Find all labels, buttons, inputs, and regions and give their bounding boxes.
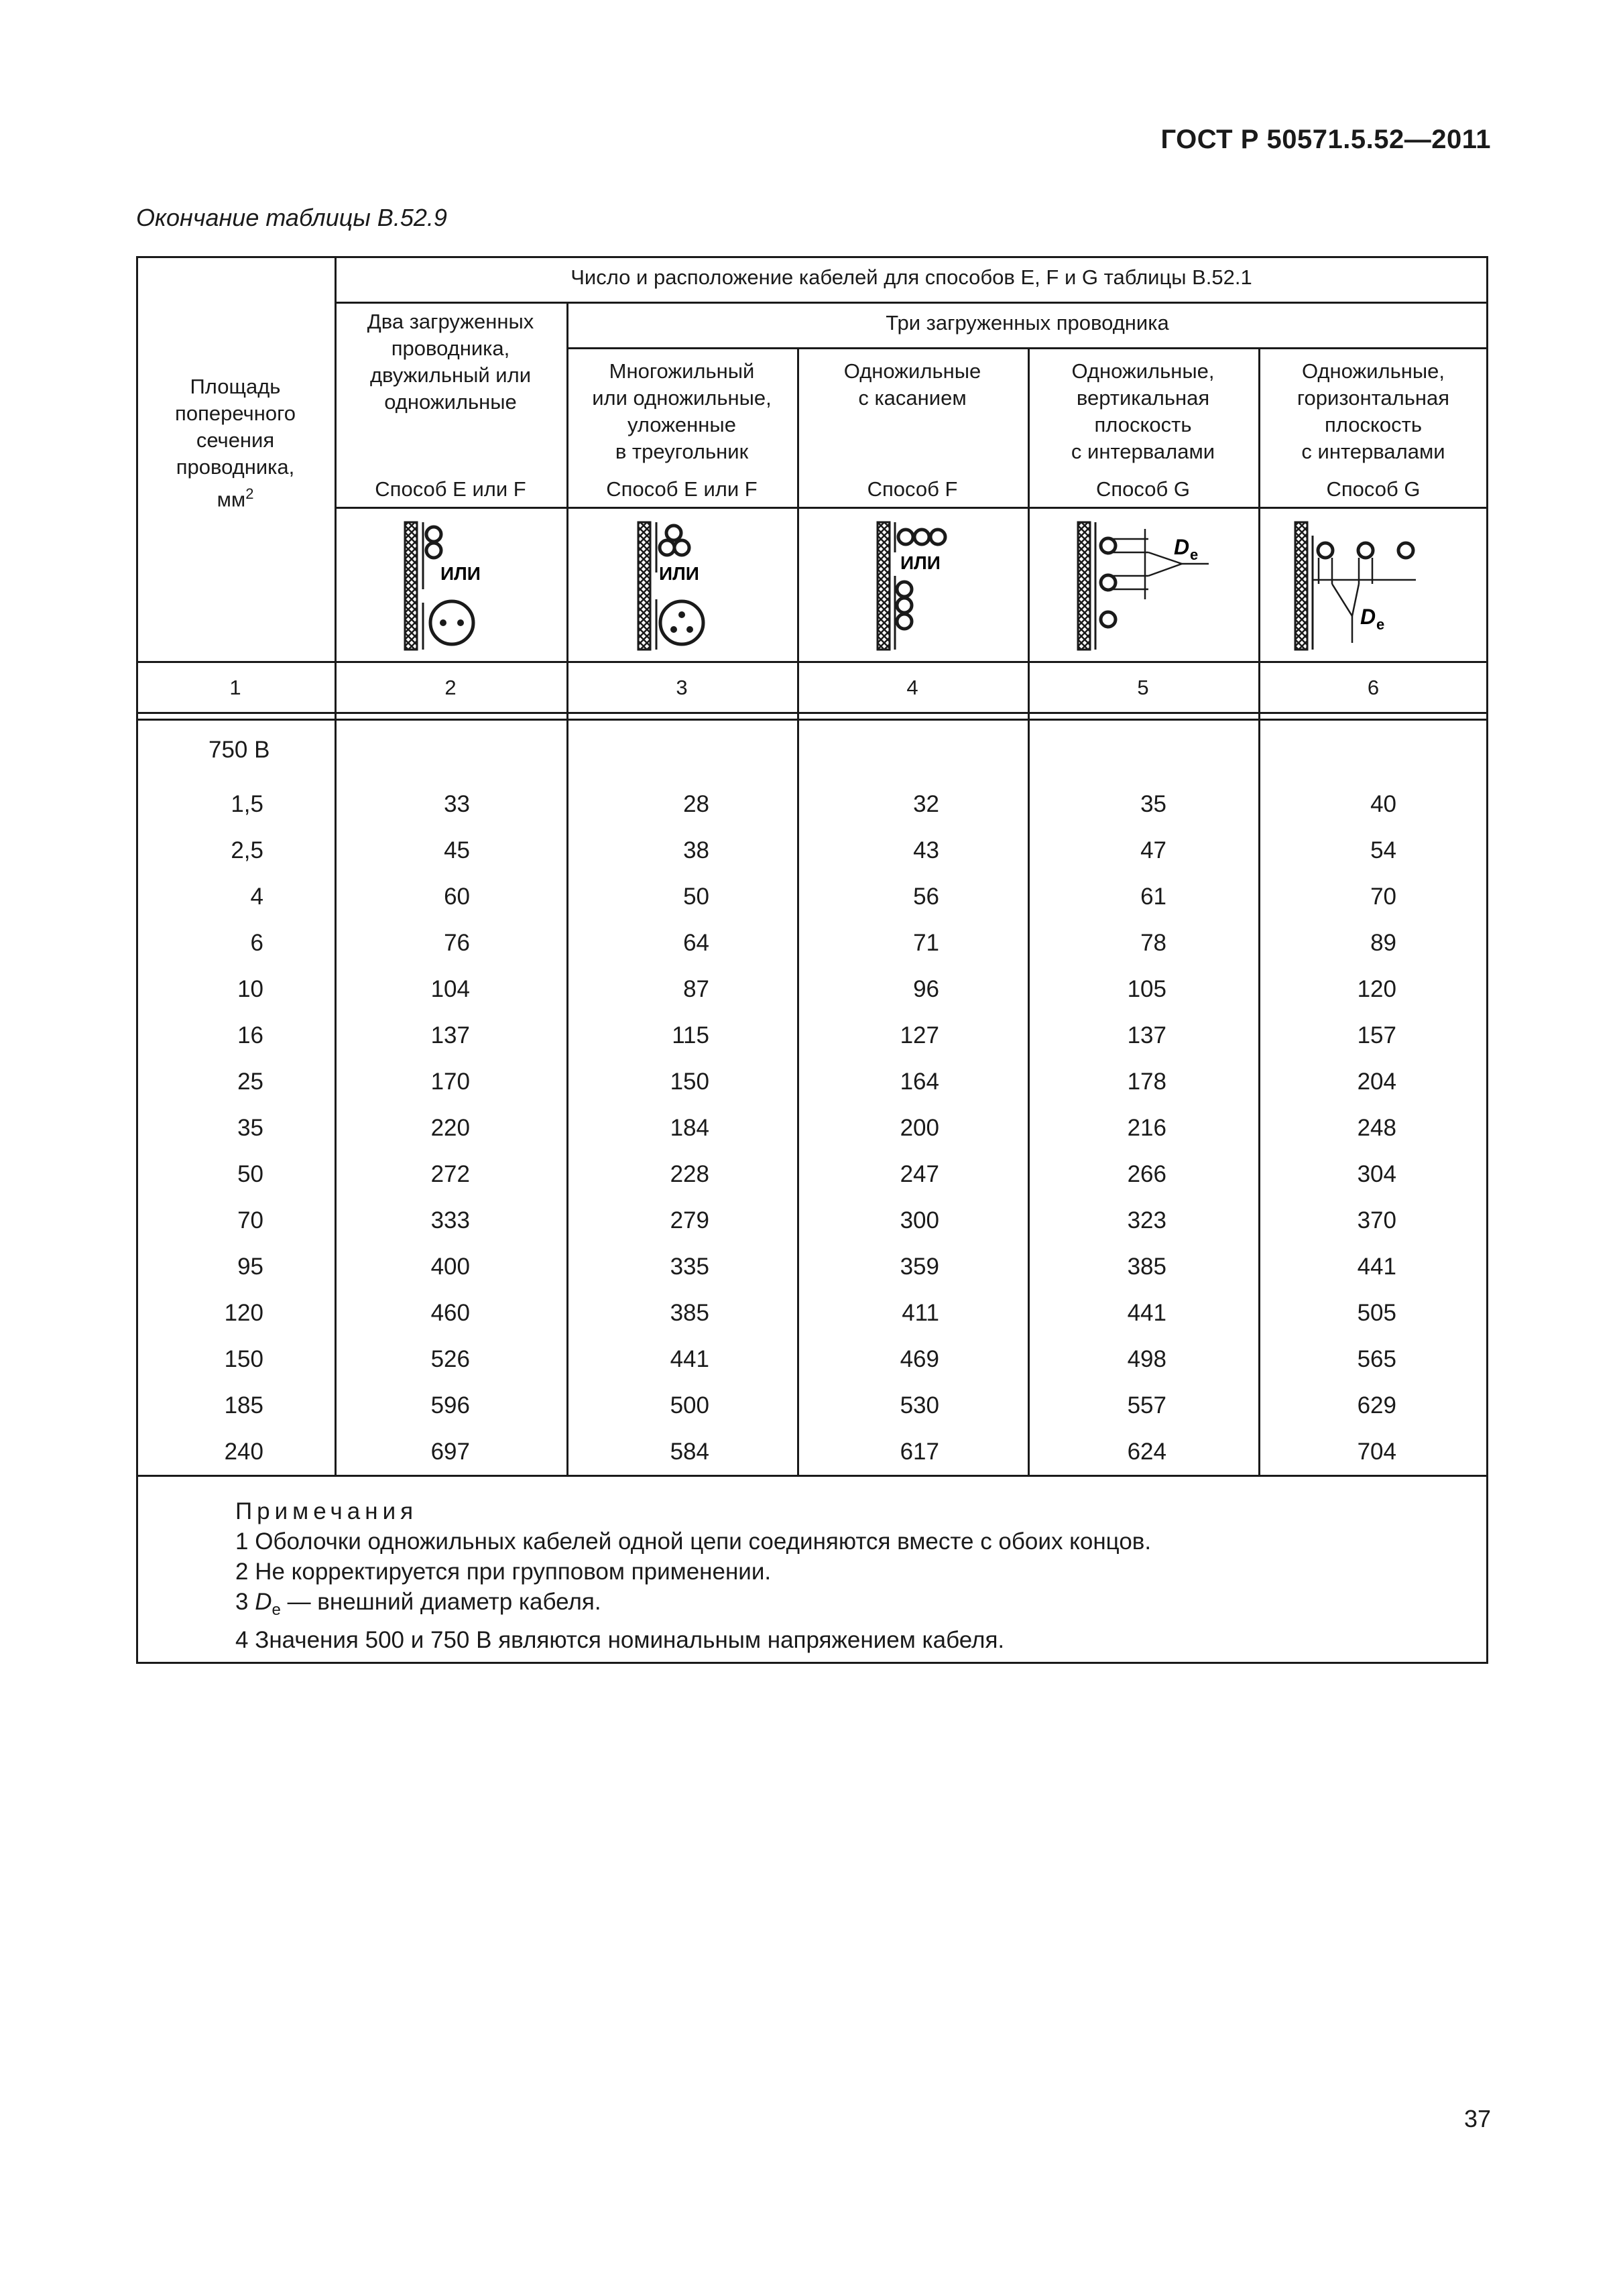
current-value-cell: 76 [444, 930, 470, 956]
current-value-cell: 96 [913, 976, 939, 1002]
cross-section-cell: 25 [237, 1069, 263, 1095]
table-row [136, 969, 1488, 1016]
cross-section-cell: 70 [237, 1207, 263, 1233]
current-value-cell: 469 [900, 1346, 939, 1372]
cross-section-cell: 6 [250, 930, 263, 956]
current-value-cell: 498 [1127, 1346, 1166, 1372]
current-value-cell: 584 [670, 1439, 709, 1465]
svg-text:D: D [1174, 535, 1190, 559]
current-value-cell: 71 [913, 930, 939, 956]
trefoil-layout-diagram [566, 509, 797, 661]
current-value-cell: 35 [1140, 791, 1166, 817]
svg-text:e: e [1190, 546, 1199, 563]
notes-title: Примечания [235, 1498, 418, 1524]
note-1: 1 Оболочки одножильных кабелей одной цепи соединяются вместе с обоих концов. [235, 1528, 1152, 1555]
table-row [136, 1386, 1488, 1432]
current-value-cell: 89 [1370, 930, 1396, 956]
col4-header: Одножильные с касанием Способ F [797, 358, 1028, 503]
notes-block [235, 1496, 1151, 1655]
current-value-cell: 56 [913, 884, 939, 910]
document-code: ГОСТ Р 50571.5.52—2011 [1160, 125, 1491, 154]
col4-method: Способ F [867, 477, 958, 501]
note-3: 3 $D_e$ — внешний диаметр кабеля. [235, 1589, 601, 1619]
current-value-cell: 441 [670, 1346, 709, 1372]
table-row [136, 1432, 1488, 1478]
current-value-cell: 50 [683, 884, 709, 910]
current-value-cell: 385 [670, 1300, 709, 1326]
current-value-cell: 200 [900, 1115, 939, 1141]
two-conductor-layout-diagram [335, 509, 566, 661]
horizontal-spaced-layout-diagram [1258, 509, 1488, 661]
current-value-cell: 33 [444, 791, 470, 817]
current-value-cell: 120 [1357, 976, 1396, 1002]
current-value-cell: 170 [430, 1069, 470, 1095]
col1-header: Площадь поперечного сечения проводника, $мм^2$ [136, 373, 335, 655]
current-value-cell: 441 [1357, 1254, 1396, 1280]
col6-method: Способ G [1326, 477, 1421, 501]
table-row [136, 1247, 1488, 1293]
current-rating-table [136, 256, 1488, 1664]
current-value-cell: 335 [670, 1254, 709, 1280]
current-value-cell: 137 [1127, 1022, 1166, 1048]
current-value-cell: 370 [1357, 1207, 1396, 1233]
col3-header: Многожильный или одножильные, уложенные в треугольник Способ E или F [566, 358, 797, 503]
table-row [136, 784, 1488, 831]
table-row [136, 1293, 1488, 1339]
unit-label: $мм^2$ [217, 485, 254, 511]
current-value-cell: 105 [1127, 976, 1166, 1002]
note-2: 2 Не корректируется при групповом применении. [235, 1559, 772, 1585]
col2-header: Два загруженных проводника, двужильный или одножильные Способ E или F [335, 308, 566, 503]
col2-method: Способ E или F [375, 477, 526, 501]
current-value-cell: 359 [900, 1254, 939, 1280]
current-value-cell: 247 [900, 1161, 939, 1187]
current-value-cell: 596 [430, 1392, 470, 1418]
current-value-cell: 323 [1127, 1207, 1166, 1233]
column-number: 3 [676, 676, 688, 699]
table-row [136, 1154, 1488, 1201]
current-value-cell: 127 [900, 1022, 939, 1048]
cross-section-cell: 120 [224, 1300, 263, 1326]
col6-header: Одножильные, горизонтальная плоскость с интервалами Способ G [1258, 358, 1488, 503]
table-row [136, 1108, 1488, 1154]
current-value-cell: 150 [670, 1069, 709, 1095]
current-value-cell: 272 [430, 1161, 470, 1187]
current-value-cell: 54 [1370, 837, 1396, 863]
current-value-cell: 385 [1127, 1254, 1166, 1280]
current-value-cell: 460 [430, 1300, 470, 1326]
col3-method: Способ E или F [606, 477, 758, 501]
current-value-cell: 184 [670, 1115, 709, 1141]
current-value-cell: 530 [900, 1392, 939, 1418]
col5-header: Одножильные, вертикальная плоскость с интервалами Способ G [1028, 358, 1258, 503]
current-value-cell: 629 [1357, 1392, 1396, 1418]
table-caption: Окончание таблицы B.52.9 [136, 204, 447, 231]
cross-section-cell: 10 [237, 976, 263, 1002]
current-value-cell: 45 [444, 837, 470, 863]
table-row [136, 1062, 1488, 1108]
column-number: 6 [1367, 676, 1380, 699]
cross-section-cell: 150 [224, 1346, 263, 1372]
cross-section-cell: 4 [250, 884, 263, 910]
current-value-cell: 216 [1127, 1115, 1166, 1141]
current-value-cell: 32 [913, 791, 939, 817]
current-value-cell: 617 [900, 1439, 939, 1465]
svg-text:ИЛИ: ИЛИ [659, 563, 699, 584]
current-value-cell: 557 [1127, 1392, 1166, 1418]
cross-section-cell: 50 [237, 1161, 263, 1187]
column-number-row [136, 676, 1488, 703]
table-row [136, 923, 1488, 969]
cross-section-cell: 35 [237, 1115, 263, 1141]
table-row [136, 1201, 1488, 1247]
current-value-cell: 500 [670, 1392, 709, 1418]
current-value-cell: 565 [1357, 1346, 1396, 1372]
current-value-cell: 304 [1357, 1161, 1396, 1187]
cross-section-cell: 16 [237, 1022, 263, 1048]
note-4: 4 Значения 500 и 750 В являются номинальным напряжением кабеля. [235, 1627, 1005, 1653]
current-value-cell: 300 [900, 1207, 939, 1233]
cross-section-cell: 185 [224, 1392, 263, 1418]
three-loaded-header: Три загруженных проводника [886, 311, 1169, 335]
current-value-cell: 411 [902, 1300, 939, 1326]
current-value-cell: 87 [683, 976, 709, 1002]
column-number: 1 [229, 676, 241, 699]
current-value-cell: 697 [430, 1439, 470, 1465]
current-value-cell: 70 [1370, 884, 1396, 910]
svg-text:D: D [1360, 605, 1376, 629]
current-value-cell: 43 [913, 837, 939, 863]
svg-text:ИЛИ: ИЛИ [440, 563, 481, 584]
current-value-cell: 400 [430, 1254, 470, 1280]
current-value-cell: 164 [900, 1069, 939, 1095]
cross-section-cell: 1,5 [231, 791, 263, 817]
column-number: 5 [1137, 676, 1149, 699]
current-value-cell: 104 [430, 976, 470, 1002]
current-value-cell: 624 [1127, 1439, 1166, 1465]
current-value-cell: 204 [1357, 1069, 1396, 1095]
vertical-spaced-layout-diagram [1028, 509, 1258, 661]
current-value-cell: 60 [444, 884, 470, 910]
current-value-cell: 115 [672, 1022, 709, 1048]
current-value-cell: 248 [1357, 1115, 1396, 1141]
current-value-cell: 64 [683, 930, 709, 956]
cross-section-cell: 240 [224, 1439, 263, 1465]
current-value-cell: 47 [1140, 837, 1166, 863]
current-value-cell: 178 [1127, 1069, 1166, 1095]
table-row [136, 1339, 1488, 1386]
column-number: 2 [444, 676, 457, 699]
current-value-cell: 40 [1370, 791, 1396, 817]
svg-text:ИЛИ: ИЛИ [900, 552, 941, 573]
current-value-cell: 78 [1140, 930, 1166, 956]
table-row [136, 1016, 1488, 1062]
svg-text:e: e [1376, 616, 1385, 633]
current-value-cell: 137 [430, 1022, 470, 1048]
current-value-cell: 333 [430, 1207, 470, 1233]
current-value-cell: 28 [683, 791, 709, 817]
current-value-cell: 505 [1357, 1300, 1396, 1326]
top-header: Число и расположение кабелей для способов E, F и G таблицы B.52.1 [570, 265, 1252, 289]
current-value-cell: 526 [430, 1346, 470, 1372]
cross-section-cell: 95 [237, 1254, 263, 1280]
current-value-cell: 266 [1127, 1161, 1166, 1187]
current-value-cell: 704 [1357, 1439, 1396, 1465]
page-number: 37 [1463, 2105, 1491, 2132]
cross-section-cell: 2,5 [231, 837, 263, 863]
current-value-cell: 38 [683, 837, 709, 863]
current-value-cell: 220 [430, 1115, 470, 1141]
touching-layout-diagram [797, 509, 1028, 661]
col5-method: Способ G [1096, 477, 1190, 501]
current-value-cell: 279 [670, 1207, 709, 1233]
current-value-cell: 441 [1127, 1300, 1166, 1326]
voltage-label: 750 В [208, 737, 270, 763]
current-value-cell: 228 [670, 1161, 709, 1187]
current-value-cell: 61 [1140, 884, 1166, 910]
table-row [136, 831, 1488, 877]
current-value-cell: 157 [1357, 1022, 1396, 1048]
table-row [136, 877, 1488, 923]
column-number: 4 [906, 676, 918, 699]
